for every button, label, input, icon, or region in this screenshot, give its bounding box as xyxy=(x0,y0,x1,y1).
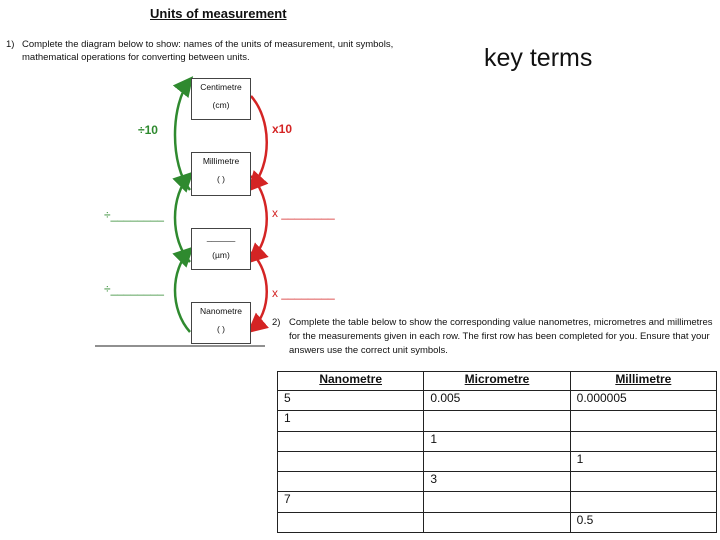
red-arrow-2 xyxy=(251,176,267,260)
question-1-number: 1) xyxy=(6,39,15,50)
cell-micrometre[interactable] xyxy=(424,492,570,512)
multiply-op-2: x ________ xyxy=(272,206,335,220)
cell-millimetre[interactable] xyxy=(570,431,716,451)
table-row xyxy=(278,411,717,431)
cell-micrometre[interactable] xyxy=(424,512,570,532)
unit-box-nanometre: Nanometre ( ) xyxy=(191,302,251,344)
cell-nanometre[interactable] xyxy=(278,512,424,532)
table-row xyxy=(278,472,717,492)
header-nanometre: Nanometre xyxy=(278,372,424,391)
unit-box-millimetre: Millimetre ( ) xyxy=(191,152,251,196)
green-arrow-3 xyxy=(175,250,190,332)
green-arrow-1 xyxy=(175,80,190,190)
cell-millimetre[interactable]: 0.5 xyxy=(570,512,716,532)
cell-micrometre[interactable] xyxy=(424,411,570,431)
cell-millimetre[interactable]: 1 xyxy=(570,451,716,471)
cell-nanometre[interactable] xyxy=(278,451,424,471)
key-terms-heading: key terms xyxy=(484,44,593,72)
cell-millimetre[interactable] xyxy=(570,492,716,512)
cell-micrometre[interactable]: 1 xyxy=(424,431,570,451)
cell-micrometre: 0.005 xyxy=(424,391,570,411)
multiply-op-1: x10 xyxy=(272,122,293,136)
table-row xyxy=(278,492,717,512)
cell-nanometre[interactable] xyxy=(278,431,424,451)
worksheet-title: Units of measurement xyxy=(150,6,287,21)
header-millimetre: Millimetre xyxy=(570,372,716,391)
red-arrow-1 xyxy=(251,96,267,188)
multiply-op-3: x ________ xyxy=(272,286,335,300)
question-2 xyxy=(272,316,714,358)
cell-nanometre[interactable] xyxy=(278,472,424,492)
header-micrometre: Micrometre xyxy=(424,372,570,391)
divide-op-2: ÷________ xyxy=(104,208,164,222)
unit-box-micrometre: ______ (µm) xyxy=(191,228,251,270)
unit-box-centimetre: Centimetre (cm) xyxy=(191,78,251,120)
question-1-text: Complete the diagram below to show: names of the units of measurement, unit symbols, mathematical operations for converting between units. xyxy=(22,39,394,63)
conversion-table xyxy=(277,371,717,533)
cell-nanometre[interactable]: 7 xyxy=(278,492,424,512)
cell-millimetre[interactable] xyxy=(570,472,716,492)
divide-op-1: ÷10 xyxy=(138,123,158,137)
cell-nanometre[interactable]: 1 xyxy=(278,411,424,431)
cell-millimetre: 0.000005 xyxy=(570,391,716,411)
table-row xyxy=(278,512,717,532)
cell-micrometre[interactable]: 3 xyxy=(424,472,570,492)
red-arrow-3 xyxy=(251,252,267,330)
divide-op-3: ÷________ xyxy=(104,282,164,296)
table-row xyxy=(278,391,717,411)
cell-millimetre[interactable] xyxy=(570,411,716,431)
table-row xyxy=(278,431,717,451)
question-2-text: Complete the table below to show the corresponding value nanometres, micrometres and millimetres for the measurements given in each row. The first row has been completed for you. Ensure that your answers use the correct unit symbols. xyxy=(289,317,713,356)
cell-nanometre: 5 xyxy=(278,391,424,411)
question-2-number: 2) xyxy=(272,317,281,328)
table-header-row xyxy=(278,372,717,391)
cell-micrometre[interactable] xyxy=(424,451,570,471)
table-row xyxy=(278,451,717,471)
